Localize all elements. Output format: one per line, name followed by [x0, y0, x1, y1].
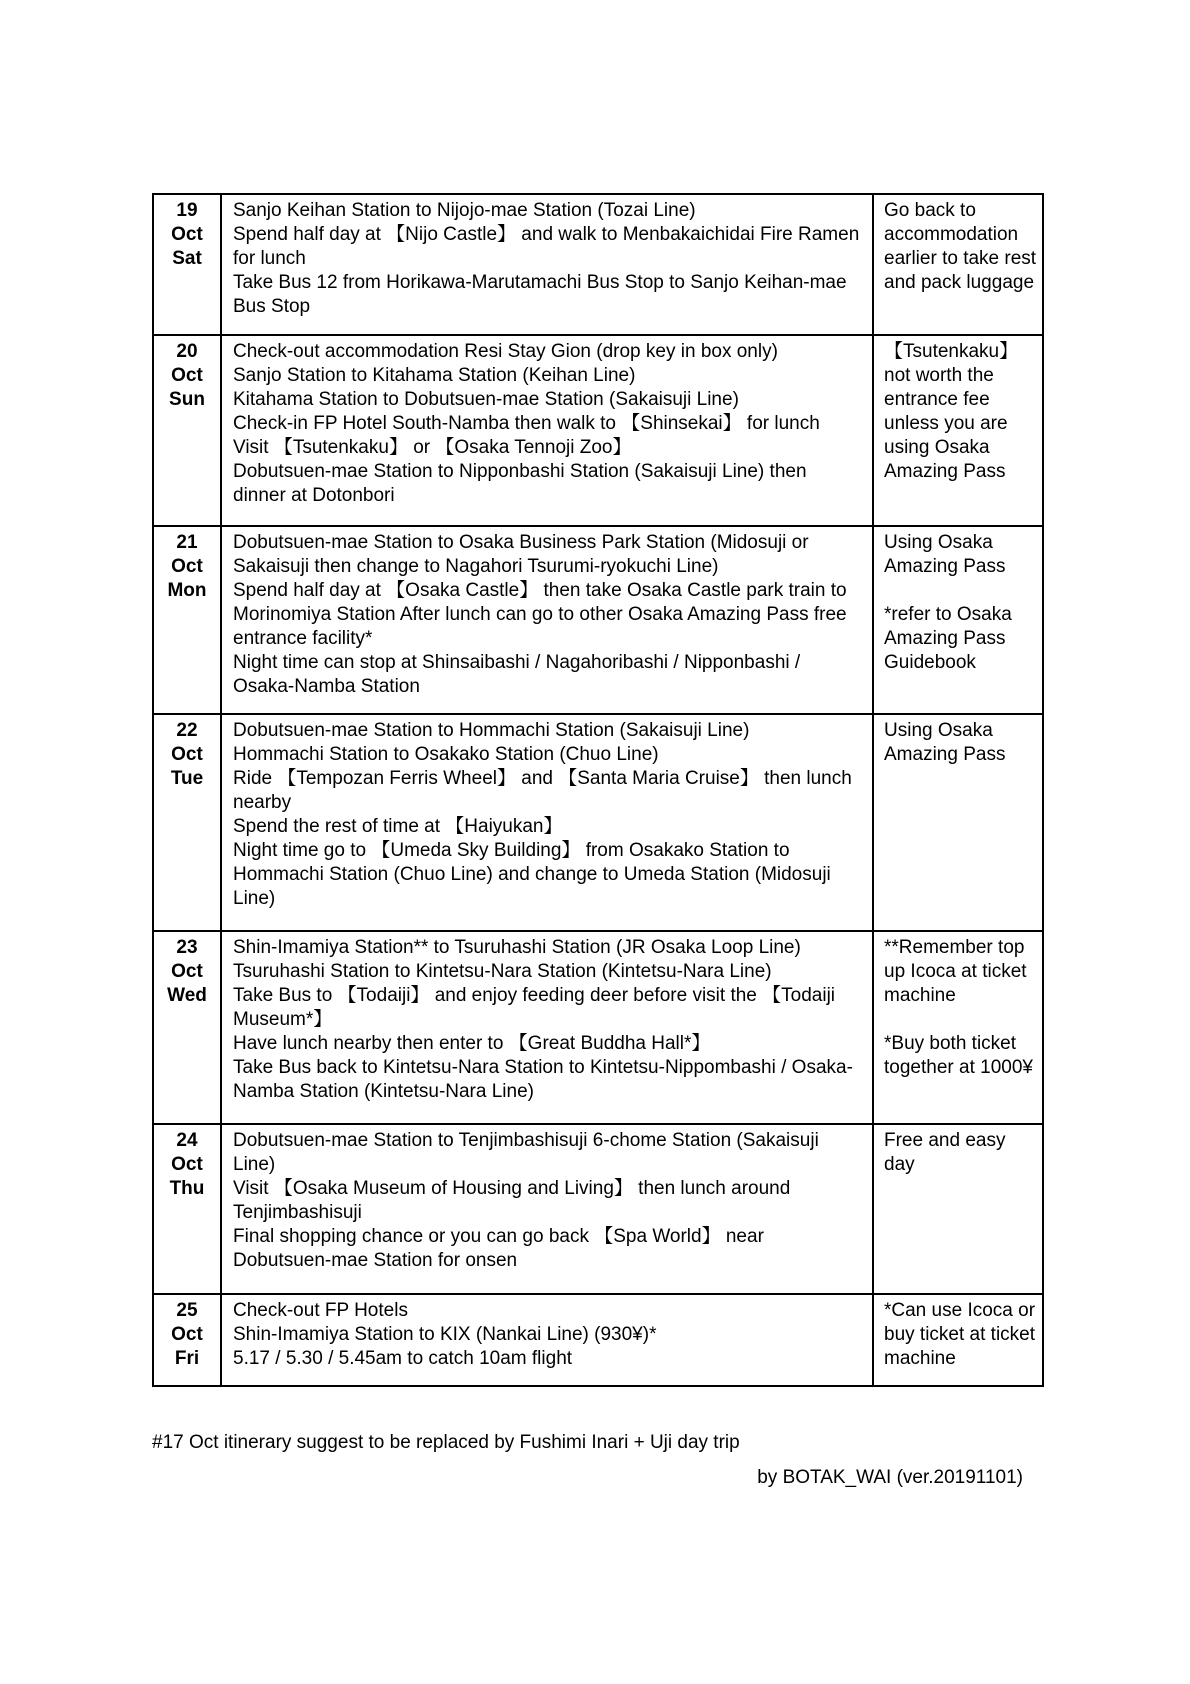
activity-text: Take Bus 12 from Horikawa-Marutamachi Bus Stop to Sanjo Keihan-mae Bus Stop: [233, 272, 847, 317]
date-day: 22: [176, 720, 198, 741]
activity-text: Dobutsuen-mae Station to Nipponbashi Station (Sakaisuji Line) then dinner at Dotonbori: [233, 461, 807, 506]
activity-text: Kitahama Station to Dobutsuen-mae Station (Sakaisuji Line): [233, 389, 739, 410]
note-text: **Remember top up Icoca at ticket machine: [884, 937, 1027, 1006]
activity-text: Visit 【Tsutenkaku】 or 【Osaka Tennoji Zoo】: [233, 437, 632, 458]
date-cell: [153, 714, 221, 931]
note-text: *Buy both ticket together at 1000¥: [884, 1033, 1033, 1078]
itinerary-row: [153, 1124, 1043, 1294]
date-day: 25: [176, 1300, 198, 1321]
note-text: Go back to accommodation earlier to take rest and pack luggage: [884, 200, 1037, 293]
activity-text: Ride 【Tempozan Ferris Wheel】 and 【Santa Maria Cruise】 then lunch nearby: [233, 768, 852, 813]
date-month: Oct: [171, 365, 203, 386]
itinerary-row: [153, 1294, 1043, 1386]
itinerary-row: [153, 526, 1043, 714]
note-text: *refer to Osaka Amazing Pass Guidebook: [884, 604, 1012, 673]
date-month: Oct: [171, 1324, 203, 1345]
activity-text: Final shopping chance or you can go back 【Spa World】 near Dobutsuen-mae Station for onsen: [233, 1226, 764, 1271]
document-footer: [152, 1431, 1023, 1490]
note-text: Free and easy day: [884, 1130, 1006, 1175]
date-day: 21: [176, 532, 198, 553]
date-cell: [153, 1124, 221, 1294]
notes-cell: [873, 194, 1043, 335]
activity-text: Dobutsuen-mae Station to Tenjimbashisuji 6-chome Station (Sakaisuji Line): [233, 1130, 819, 1175]
itinerary-row: [153, 335, 1043, 526]
note-text: *Can use Icoca or buy ticket at ticket machine: [884, 1300, 1036, 1369]
notes-cell: [873, 1294, 1043, 1386]
activity-text: Night time can stop at Shinsaibashi / Nagahoribashi / Nipponbashi / Osaka-Namba Station: [233, 652, 801, 697]
date-weekday: Sun: [169, 389, 205, 410]
notes-cell: [873, 931, 1043, 1124]
activity-text: Check-out accommodation Resi Stay Gion (drop key in box only): [233, 341, 778, 362]
date-month: Oct: [171, 224, 203, 245]
activities-cell: [221, 1124, 873, 1294]
activities-cell: [221, 335, 873, 526]
date-day: 20: [176, 341, 198, 362]
footer-credit: by BOTAK_WAI (ver.20191101): [757, 1467, 1023, 1488]
date-cell: [153, 335, 221, 526]
activities-cell: [221, 931, 873, 1124]
date-cell: [153, 526, 221, 714]
date-weekday: Mon: [167, 580, 207, 601]
activities-cell: [221, 714, 873, 931]
date-weekday: Sat: [172, 248, 202, 269]
notes-cell: [873, 714, 1043, 931]
activity-text: Hommachi Station to Osakako Station (Chuo Line): [233, 744, 659, 765]
activity-text: Take Bus back to Kintetsu-Nara Station to Kintetsu-Nippombashi / Osaka-Namba Station (Kintetsu-Nara Line): [233, 1057, 853, 1102]
notes-cell: [873, 335, 1043, 526]
note-text: Using Osaka Amazing Pass: [884, 532, 1006, 577]
activities-cell: [221, 1294, 873, 1386]
date-day: 24: [176, 1130, 198, 1151]
activity-text: Sanjo Keihan Station to Nijojo-mae Station (Tozai Line): [233, 200, 696, 221]
footer-remark: #17 Oct itinerary suggest to be replaced by Fushimi Inari + Uji day trip: [152, 1432, 740, 1453]
activities-cell: [221, 194, 873, 335]
activity-text: Tsuruhashi Station to Kintetsu-Nara Station (Kintetsu-Nara Line): [233, 961, 772, 982]
date-weekday: Tue: [170, 768, 204, 789]
date-month: Oct: [171, 556, 203, 577]
note-text: 【Tsutenkaku】 not worth the entrance fee unless you are using Osaka Amazing Pass: [884, 341, 1019, 482]
activity-text: Check-out FP Hotels: [233, 1300, 408, 1321]
activity-text: Shin-Imamiya Station** to Tsuruhashi Station (JR Osaka Loop Line): [233, 937, 801, 958]
activity-text: Dobutsuen-mae Station to Osaka Business Park Station (Midosuji or Sakaisuji then change to Nagahori Tsurumi-ryokuchi Line): [233, 532, 809, 577]
date-month: Oct: [171, 961, 203, 982]
activity-text: Night time go to 【Umeda Sky Building】 from Osakako Station to Hommachi Station (Chuo Line) and change to Umeda Station (Midosuji Line): [233, 840, 831, 909]
date-month: Oct: [171, 1154, 203, 1175]
notes-cell: [873, 526, 1043, 714]
activity-text: Sanjo Station to Kitahama Station (Keihan Line): [233, 365, 636, 386]
activity-text: Dobutsuen-mae Station to Hommachi Station (Sakaisuji Line): [233, 720, 750, 741]
activity-text: 5.17 / 5.30 / 5.45am to catch 10am flight: [233, 1348, 573, 1369]
activity-text: Check-in FP Hotel South-Namba then walk to 【Shinsekai】 for lunch: [233, 413, 820, 434]
date-cell: [153, 1294, 221, 1386]
note-text: Using Osaka Amazing Pass: [884, 720, 1006, 765]
notes-cell: [873, 1124, 1043, 1294]
date-weekday: Wed: [167, 985, 207, 1006]
date-cell: [153, 194, 221, 335]
itinerary-row: [153, 714, 1043, 931]
date-weekday: Fri: [174, 1348, 200, 1369]
activity-text: Take Bus to 【Todaiji】 and enjoy feeding deer before visit the 【Todaiji Museum*】: [233, 985, 836, 1030]
itinerary-table: [152, 193, 1044, 1387]
activity-text: Shin-Imamiya Station to KIX (Nankai Line) (930¥)*: [233, 1324, 657, 1345]
date-weekday: Thu: [169, 1178, 205, 1199]
activity-text: Spend the rest of time at 【Haiyukan】: [233, 816, 563, 837]
itinerary-row: [153, 931, 1043, 1124]
itinerary-table-body: [153, 194, 1043, 1386]
activity-text: Visit 【Osaka Museum of Housing and Living】 then lunch around Tenjimbashisuji: [233, 1178, 791, 1223]
activity-text: Spend half day at 【Nijo Castle】 and walk to Menbakaichidai Fire Ramen for lunch: [233, 224, 860, 269]
date-day: 23: [176, 937, 198, 958]
activities-cell: [221, 526, 873, 714]
itinerary-row: [153, 194, 1043, 335]
activity-text: Have lunch nearby then enter to 【Great Buddha Hall*】: [233, 1033, 711, 1054]
activity-text: Spend half day at 【Osaka Castle】 then take Osaka Castle park train to Morinomiya Station After lunch can go to other Osaka Amazing Pass free entrance facility*: [233, 580, 847, 649]
date-day: 19: [176, 200, 198, 221]
date-month: Oct: [171, 744, 203, 765]
date-cell: [153, 931, 221, 1124]
